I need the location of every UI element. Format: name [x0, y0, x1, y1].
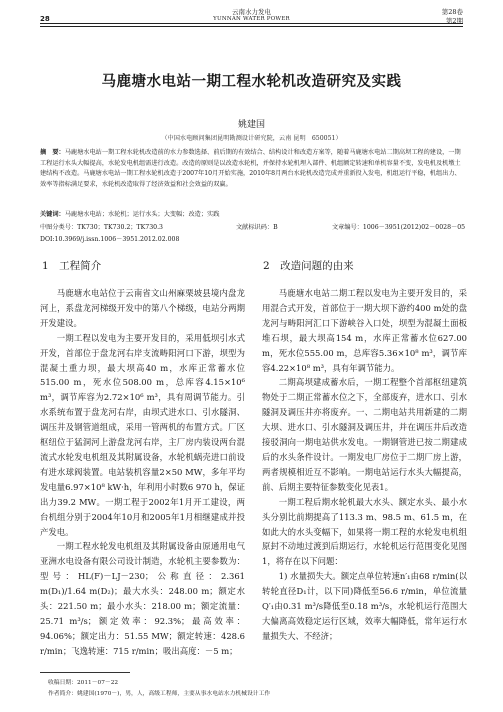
- running-header: [0, 6, 503, 36]
- clc-number: 中图分类号：TK730；TK730.2；TK730.3: [40, 224, 163, 231]
- left-column: [40, 286, 245, 659]
- article-number: 文章编号：1006－3951(2012)02－0028－05: [332, 224, 466, 231]
- paragraph: 1) 水量损失大。额定点单位转速n′₁由68 r/min(以转轮直径D₁计，以下同)降低至56.6 r/min，单位流量Q′₁由0.31 m³/s降低至0.18 m³/s，水轮机运行范围大大偏离高效稳定运行区域，效率大幅降低，常年运行水量损失大、不经济；: [262, 571, 467, 641]
- section-1-heading: 1 工程简介: [42, 260, 102, 272]
- paragraph: 一期工程水轮发电机组及其附属设备由原通用电气亚洲水电设备有限公司设计制造，水轮机主要参数为：型号：HL(F)－LJ－230；公称直径：2.361 m(D₁)/1.64 m(D₂)；最大水头：248.00 m；额定水头：221.50 m；最小水头：218.00 m；额定流量：25.71 m³/s；额定效率：92.3%；最高效率：94.06%；额定出力：51.55 MW；额定转速：428.6 r/min；飞逸转速：715 r/min；吸出高度：－5 m；: [40, 541, 245, 656]
- footnote-received-date: 收稿日期：2011－07－22: [48, 680, 119, 686]
- keywords-label: 关键词：: [40, 211, 65, 218]
- abstract-label: 摘 要：: [40, 149, 65, 156]
- paragraph: 马鹿塘水电站位于云南省文山州麻栗坡县境内盘龙河上，系盘龙河梯级开发中的第八个梯级，电站分两期开发建设。: [40, 288, 245, 328]
- paragraph: 马鹿塘水电站二期工程以发电为主要开发目的，采用混合式开发，首部位于一期大坝下游约400 m处的盘龙河与畴阳河汇口下游峡谷入口处，坝型为混凝土面板堆石坝，最大坝高154 m，水库正常蓄水位627.00 m，死水位555.00 m，总库容5.36×10⁸ m³，调节库容4.22×10⁸ m³，具有年调节能力。: [262, 288, 467, 373]
- document-code: 文献标识码：B: [236, 224, 278, 231]
- classification-meta: [40, 222, 466, 233]
- footnote-author-bio: 作者简介：姚建国(1970－)，男，人，高级工程师，主要从事水电站水力机械设计工作: [48, 691, 271, 697]
- paper-title: 马鹿塘水电站一期工程水轮机改造研究及实践: [101, 74, 402, 90]
- author-affiliation: （中国水电顾问集团昆明勘测设计研究院，云南 昆明 650051）: [161, 135, 342, 142]
- right-column: [262, 286, 467, 644]
- journal-name-cn: 云南水力发电: [232, 8, 271, 16]
- keywords-text: 马鹿塘水电站；水轮机；运行水头；大变幅；改造；实践: [64, 211, 220, 218]
- abstract: [40, 148, 463, 190]
- footnote-rule: [40, 672, 130, 673]
- volume-label: 第28卷: [441, 8, 463, 16]
- author-name: 姚建国: [237, 120, 265, 130]
- page-number: 28: [40, 15, 50, 23]
- doi: DOI:10.3969/j.issn.1006－3951.2012.02.008: [40, 236, 180, 243]
- journal-name-en: YUNNAN WATER POWER: [213, 16, 290, 22]
- keywords: [40, 210, 463, 221]
- section-2-heading: 2 改造问题的由来: [263, 260, 354, 272]
- header-rule-thick: [40, 23, 463, 24]
- header-rule-thin: [40, 26, 463, 27]
- paragraph: 一期工程以发电为主要开发目的，采用低坝引水式开发，首部位于盘龙河右岸支流畴阳河口下游，坝型为混凝土重力坝，最大坝高40 m，水库正常蓄水位515.00 m，死水位508.00 m，总库容4.15×10⁶ m³，调节库容为2.72×10⁶ m³，具有周调节能力。引水系统布置于盘龙河右岸，由坝式进水口、引水隧洞、调压井及钢管道组成，采用一管两机的布置方式。厂区枢纽位于猛洞河上游盘龙河右岸，主厂房内装设两台混流式水轮发电机组及其附属设备，水轮机蜗壳进口前设有进水球阀装置。电站装机容量2×50 MW，多年平均发电量6.97×10⁸ kW·h，年利用小时数6 970 h，保证出力39.2 MW。一期工程于2002年1月开工建设，两台机组分别于2004年10月和2005年1月相继建成并投产发电。: [40, 332, 245, 537]
- abstract-text: 马鹿塘水电站一期工程水轮机改造前的水力参数选择、前后期的有效结合、结构设计和改造方案等，随着马鹿塘水电站二期高坝工程的建设，一期工程运行水头大幅提高，水轮发电机组需进行改造。改造的原则是以改造水轮机，并保持水轮机埋入部件、机组额定转速和单机容量不变，发电机及机墩土建结构不改造。马鹿塘水电站一期工程水轮机改造于2007年10月开始实施，2010年8月两台水轮机改造完成并重新投入发电，机组运行平稳，机组出力、效率等指标满足要求，水轮机改造取得了经济效益和社会效益的双赢。: [40, 149, 461, 188]
- issue-label: 第2期: [445, 17, 463, 25]
- paragraph: 二期高坝建成蓄水后，一期工程整个首部枢纽建筑物处于二期正常蓄水位之下，全部废弃，进水口、引水隧洞及调压井亦将废弃。一、二期电站共用新建的二期大坝、进水口、引水隧洞及调压井，并在调压井后改造接驳洞向一期电站供水发电。一期钢管进已按二期建成后的水头条件设计。一期发电厂房位于二期厂房上游，两者规模相近互不影响。一期电站运行水头大幅提高，前、后期主要特征参数变化见表1。: [262, 377, 467, 492]
- paragraph: 一期工程后期水轮机最大水头、额定水头、最小水头分别比前期提高了113.3 m、98.5 m、61.5 m，在如此大的水头变幅下，如果将一期工程的水轮发电机组原封不动地过渡到后期运行，水轮机运行范围变化见图1，将存在以下问题：: [262, 496, 467, 567]
